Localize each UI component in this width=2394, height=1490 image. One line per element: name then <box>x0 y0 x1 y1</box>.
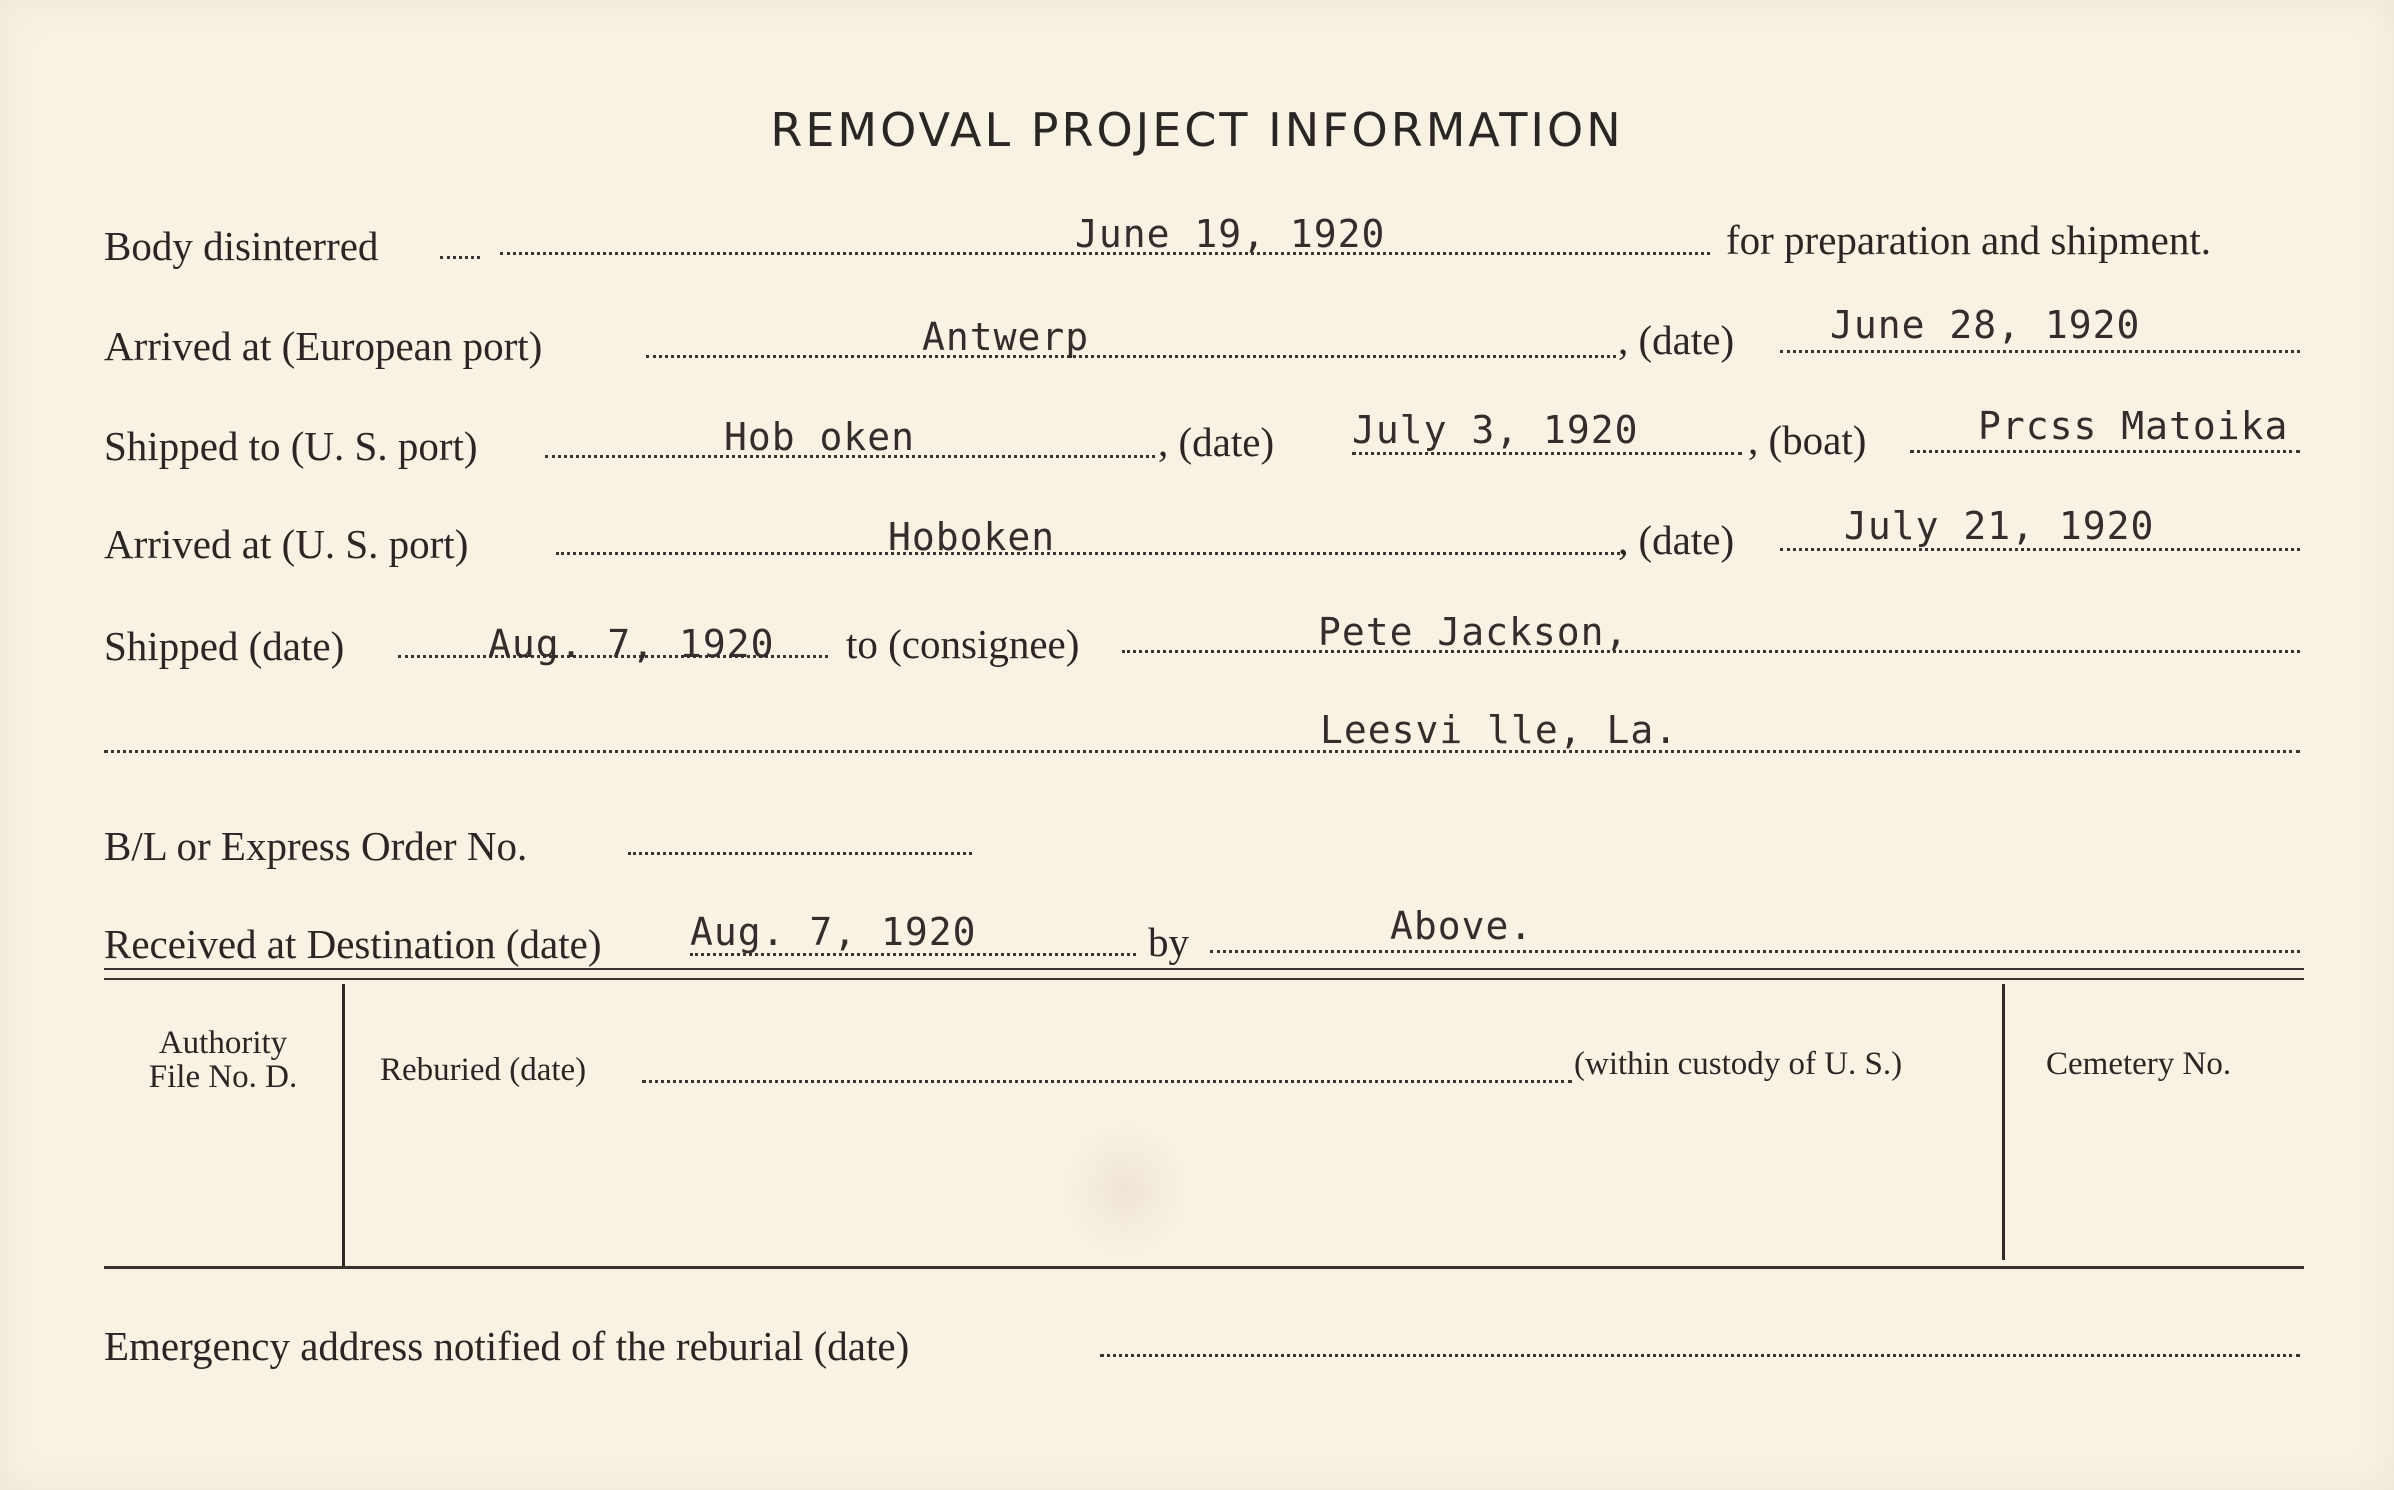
authority-label <box>118 1026 328 1094</box>
consignee-line-2 <box>104 750 2300 753</box>
disinterred-line-a <box>440 256 480 259</box>
custody-label: (within custody of U. S.) <box>1574 1046 1903 1082</box>
received-label: Received at Destination (date) <box>104 921 602 967</box>
arrived-us-line <box>556 552 1626 555</box>
consignee-label: to (consignee) <box>846 621 1080 667</box>
box-divider-left <box>342 984 345 1268</box>
shipped-us-label: Shipped to (U. S. port) <box>104 423 478 469</box>
arrived-us-date-line <box>1780 548 2300 551</box>
box-top-rule-2 <box>104 978 2304 980</box>
received-by-line <box>1210 950 2300 953</box>
paper-stain <box>1060 1120 1190 1260</box>
shipped-us-boat-value[interactable]: Prcss Matoika <box>1978 404 2289 448</box>
disinterred-value[interactable]: June 19, 1920 <box>1075 212 1386 256</box>
shipped-us-date-label: , (date) <box>1158 419 1275 465</box>
arrived-european-date-value[interactable]: June 28, 1920 <box>1830 303 2141 347</box>
emergency-line <box>1100 1354 2300 1357</box>
shipped-us-boat-label: , (boat) <box>1748 417 1867 463</box>
bl-line <box>628 852 972 855</box>
consignee-address[interactable]: Leesvi lle, La. <box>1320 708 1679 752</box>
shipped-us-boat-line <box>1910 450 2300 453</box>
arrived-us-label: Arrived at (U. S. port) <box>104 521 469 567</box>
received-value[interactable]: Aug. 7, 1920 <box>690 910 977 954</box>
disinterred-label: Body disinterred <box>104 223 379 269</box>
reburied-line <box>642 1080 1572 1083</box>
shipped-us-date-value[interactable]: July 3, 1920 <box>1352 408 1639 452</box>
box-bottom-rule <box>104 1266 2304 1269</box>
arrived-european-label: Arrived at (European port) <box>104 323 543 369</box>
consignee-value[interactable]: Pete Jackson, <box>1318 610 1629 654</box>
form-title: REMOVAL PROJECT INFORMATION <box>770 103 1624 157</box>
disinterred-suffix: for preparation and shipment. <box>1726 217 2212 263</box>
reburied-label: Reburied (date) <box>380 1052 587 1088</box>
shipped-us-value[interactable]: Hob oken <box>724 415 916 459</box>
shipped-us-date-line <box>1352 452 1742 455</box>
arrived-us-date-value[interactable]: July 21, 1920 <box>1844 504 2155 548</box>
shipped-date-label: Shipped (date) <box>104 623 345 669</box>
arrived-us-value[interactable]: Hoboken <box>888 515 1056 559</box>
authority-label-line2: File No. D. <box>148 1059 298 1095</box>
cemetery-label: Cemetery No. <box>2046 1046 2232 1082</box>
arrived-european-date-label: , (date) <box>1618 317 1735 363</box>
box-top-rule-1 <box>104 968 2304 970</box>
consignee-line <box>1122 650 2300 653</box>
authority-label-line1: Authority <box>158 1025 288 1061</box>
arrived-european-date-line <box>1780 350 2300 353</box>
bl-label: B/L or Express Order No. <box>104 823 528 869</box>
shipped-date-value[interactable]: Aug. 7, 1920 <box>488 622 775 666</box>
received-by-value[interactable]: Above. <box>1390 904 1534 948</box>
arrived-us-date-label: , (date) <box>1618 517 1735 563</box>
emergency-label: Emergency address notified of the reburial (date) <box>104 1323 910 1369</box>
arrived-european-value[interactable]: Antwerp <box>922 315 1090 359</box>
arrived-european-line <box>646 355 1616 358</box>
box-divider-right <box>2002 984 2005 1260</box>
received-by-label: by <box>1148 919 1189 965</box>
